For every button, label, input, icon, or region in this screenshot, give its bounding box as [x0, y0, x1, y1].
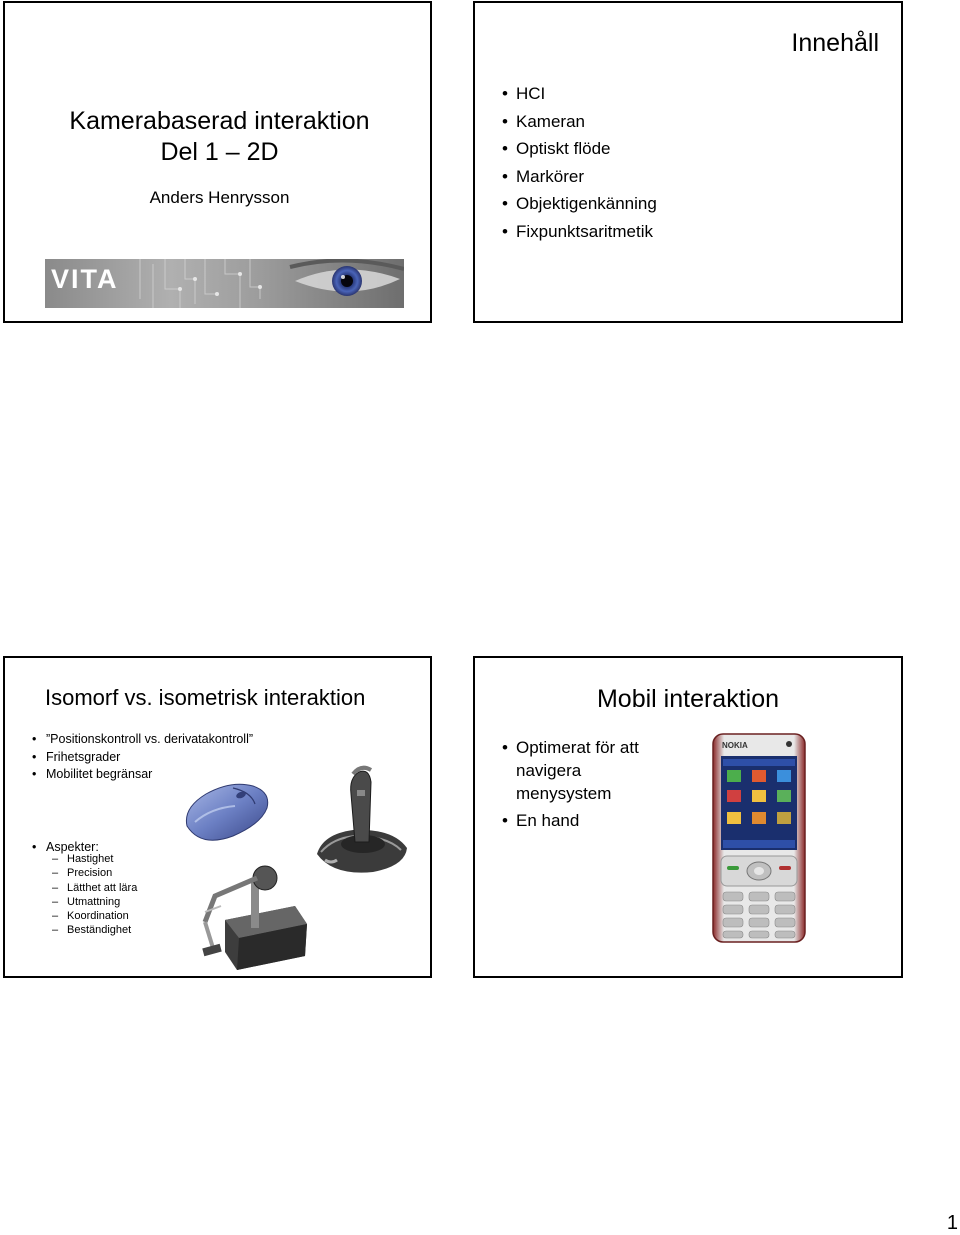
- slide-heading: Innehåll: [791, 29, 879, 57]
- list-item: • Markörer: [502, 163, 657, 191]
- list-item: • Aspekter:: [32, 838, 99, 856]
- list-item: • En hand: [502, 809, 642, 832]
- page-number: 1: [946, 1212, 958, 1234]
- vita-logo-banner: [45, 259, 404, 308]
- aspects-list: [52, 852, 137, 938]
- joystick-image: [313, 764, 411, 876]
- list-item: • HCI: [502, 80, 657, 108]
- slide-heading: Mobil interaktion: [596, 685, 780, 713]
- computer-mouse-image: [181, 778, 273, 848]
- list-item: – Lätthet att lära: [52, 881, 137, 895]
- list-item: – Hastighet: [52, 852, 137, 866]
- mobile-phone-image: [709, 732, 809, 944]
- list-item: • ”Positionskontroll vs. derivatakontroll”: [32, 731, 253, 749]
- list-item: – Koordination: [52, 909, 137, 923]
- list-item: • Kameran: [502, 108, 657, 136]
- list-item: • Frihetsgrader: [32, 749, 253, 767]
- slide-title: [3, 1, 432, 323]
- list-item: – Utmattning: [52, 895, 137, 909]
- author: Anders Henrysson: [149, 188, 290, 207]
- list-item: • Optiskt flöde: [502, 135, 657, 163]
- list-item: • Objektigenkänning: [502, 190, 657, 218]
- list-item: – Beständighet: [52, 923, 137, 937]
- list-item: – Precision: [52, 866, 137, 880]
- list-item: • Optimerat för att navigera menysystem: [502, 736, 642, 805]
- slide-contents: [473, 1, 903, 323]
- slide-heading: Isomorf vs. isometrisk interaktion: [45, 685, 366, 710]
- presentation-title: Kamerabaserad interaktion Del 1 – 2D: [69, 107, 370, 166]
- contents-list: [502, 80, 657, 245]
- list-item: • Fixpunktsaritmetik: [502, 218, 657, 246]
- haptic-device-image: [185, 860, 309, 972]
- vita-logo-text: VITA: [51, 264, 119, 294]
- list-item: • Mobilitet begränsar: [32, 766, 253, 784]
- phone-brand-text: NOKIA: [722, 741, 748, 750]
- bullet-list: [32, 731, 253, 784]
- slide-isomorphic: [3, 656, 432, 978]
- slide-mobile: [473, 656, 903, 978]
- bullet-list: [502, 736, 642, 832]
